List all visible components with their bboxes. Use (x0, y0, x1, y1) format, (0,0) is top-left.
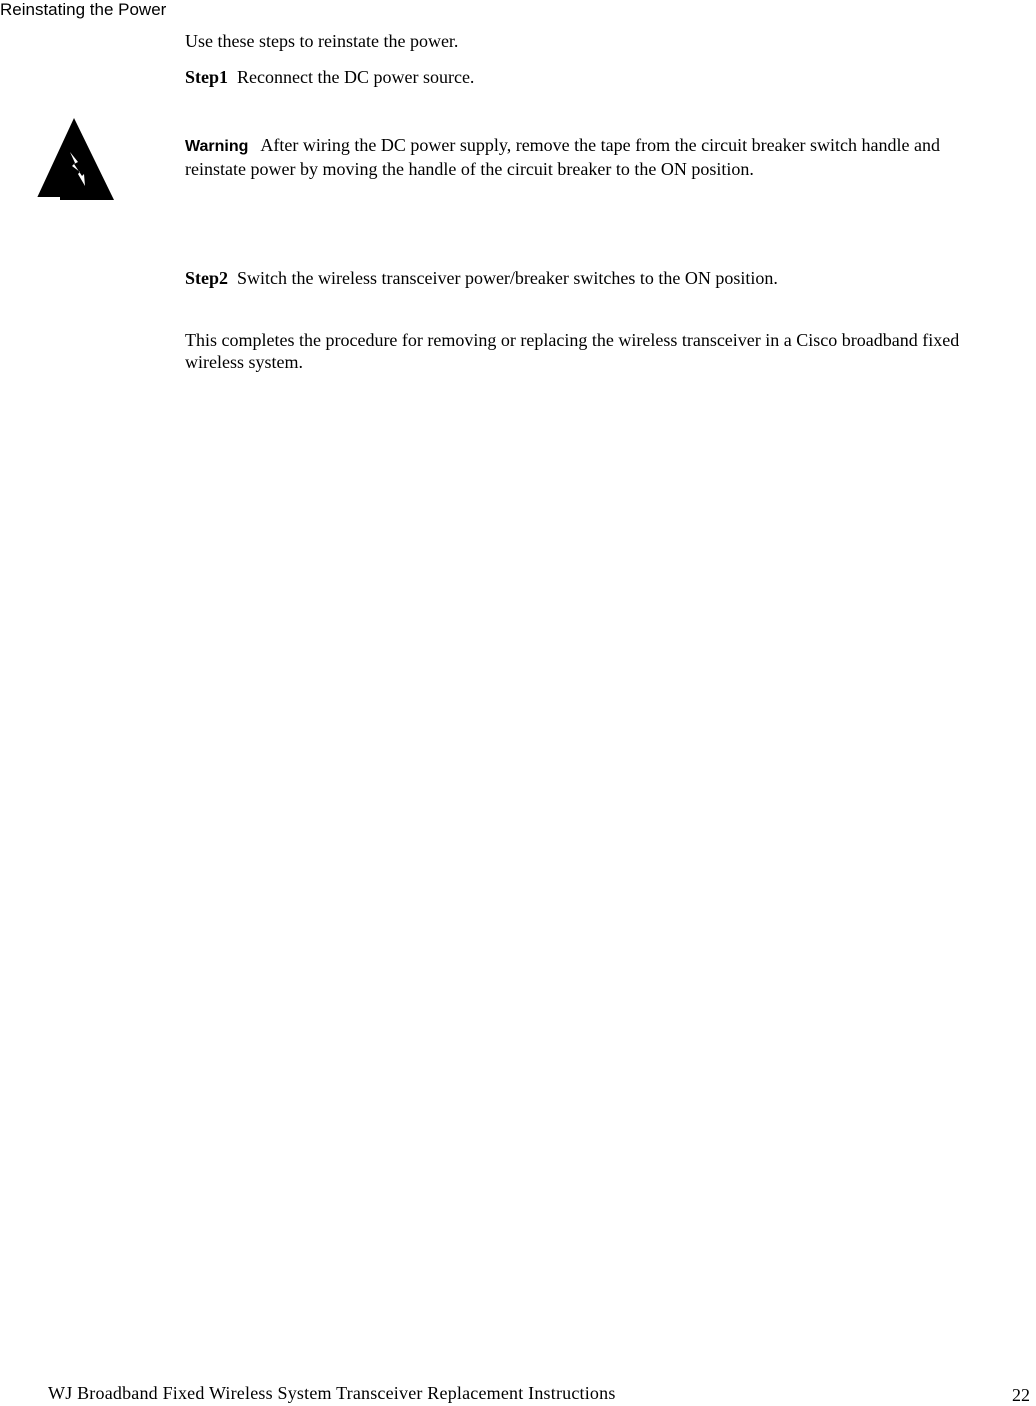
page-number: 22 (1012, 1385, 1030, 1405)
intro-text: Use these steps to reinstate the power. (185, 31, 459, 51)
section-heading: Reinstating the Power (0, 0, 167, 19)
warning-label: Warning (185, 138, 249, 155)
step-2 (185, 267, 778, 289)
footer-title: WJ Broadband Fixed Wireless System Transceiver Replacement Instructions (48, 1383, 616, 1403)
step-2-text: Switch the wireless transceiver power/breaker switches to the ON position. (237, 268, 778, 288)
step-2-label: Step2 (185, 268, 229, 288)
warning-note (185, 134, 985, 180)
warning-text: After wiring the DC power supply, remove the tape from the circuit breaker switch handle and reinstate power by moving the handle of the circuit breaker to the ON position. (185, 135, 941, 179)
step-1-label: Step1 (185, 67, 229, 87)
conclusion-text: This completes the procedure for removing or replacing the wireless transceiver in a Cisco broadband fixed wireless system. (185, 330, 960, 372)
step-1-text: Reconnect the DC power source. (237, 67, 475, 87)
warning-triangle-lightning-icon (36, 118, 116, 200)
step-1 (185, 66, 474, 88)
